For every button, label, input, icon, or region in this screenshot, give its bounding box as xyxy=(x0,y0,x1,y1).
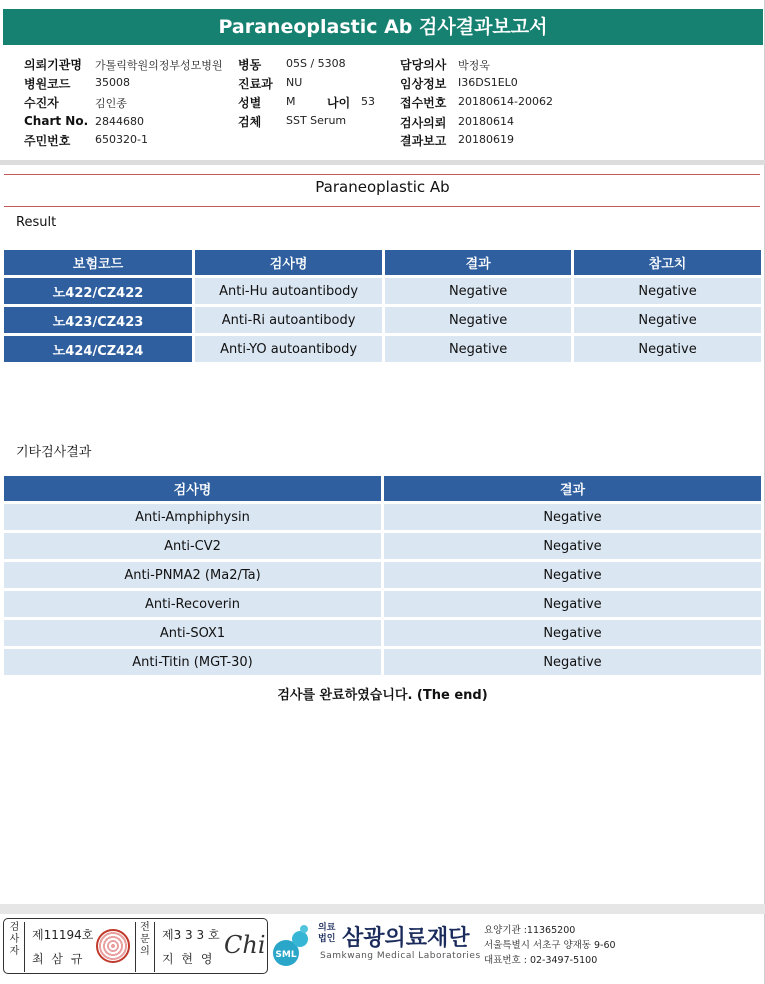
specimen-value: SST Serum xyxy=(286,114,347,127)
org-name: 삼광의료재단 xyxy=(342,926,470,951)
test-result: Negative xyxy=(384,591,761,617)
chart-value: 2844680 xyxy=(95,115,144,128)
table-row xyxy=(4,307,761,333)
official-seal xyxy=(96,929,130,963)
request-label: 검사의뢰 xyxy=(400,116,447,130)
result-header-row xyxy=(4,250,761,275)
ward-label: 병동 xyxy=(238,58,262,72)
report-date-value: 20180619 xyxy=(458,133,514,146)
institution-label: 의뢰기관명 xyxy=(24,58,82,72)
sml-logo-icon xyxy=(272,921,314,969)
reference-value: Negative xyxy=(574,278,761,304)
org-address: 서울특별시 서초구 양재동 9-60 xyxy=(484,940,616,951)
result-label: Result xyxy=(16,215,57,230)
section-title: Paraneoplastic Ab xyxy=(315,178,450,196)
test-name: Anti-Amphiphysin xyxy=(4,504,381,530)
contact-info xyxy=(484,923,616,968)
test-name: Anti-CV2 xyxy=(4,533,381,559)
test-name: Anti-Recoverin xyxy=(4,591,381,617)
insurance-code: 노422/CZ422 xyxy=(4,278,192,304)
request-value: 20180614 xyxy=(458,115,514,128)
header-insurance-code: 보험코드 xyxy=(4,250,192,275)
test-result: Negative xyxy=(385,278,571,304)
table-row xyxy=(4,504,761,530)
test-name: Anti-Titin (MGT-30) xyxy=(4,649,381,675)
other-results-label: 기타검사결과 xyxy=(16,445,92,460)
test-result: Negative xyxy=(385,336,571,362)
header-reference: 참고치 xyxy=(574,250,761,275)
test-name: Anti-Hu autoantibody xyxy=(195,278,382,304)
rrn-value: 650320-1 xyxy=(95,133,148,146)
examiner-label: 검사자 xyxy=(5,922,25,972)
sex-value: M xyxy=(286,95,296,108)
table-row xyxy=(4,620,761,646)
institution-code: 요양기관 :11365200 xyxy=(484,925,576,936)
test-result: Negative xyxy=(384,562,761,588)
doctor-label: 담당의사 xyxy=(400,58,447,72)
sex-label: 성별 xyxy=(238,96,262,110)
institution-value: 가톨릭학원의정부성모병원 xyxy=(95,59,223,72)
table-row xyxy=(4,336,761,362)
other-header-row xyxy=(4,476,761,501)
test-result: Negative xyxy=(384,533,761,559)
hospital-code-label: 병원코드 xyxy=(24,77,71,91)
divider-top xyxy=(4,174,760,175)
header-result: 결과 xyxy=(384,476,761,501)
age-value: 53 xyxy=(361,95,375,108)
test-result: Negative xyxy=(384,620,761,646)
report-title: Paraneoplastic Ab 검사결과보고서 xyxy=(3,9,763,45)
age-label: 나이 xyxy=(327,96,351,110)
patient-value: 김인종 xyxy=(95,97,127,110)
table-row xyxy=(4,562,761,588)
patient-info xyxy=(0,53,765,153)
result-table xyxy=(1,247,764,365)
table-row xyxy=(4,591,761,617)
reference-value: Negative xyxy=(574,336,761,362)
specialist-license-no: 제3 3 3 호 xyxy=(162,928,220,942)
clinical-label: 임상정보 xyxy=(400,77,447,91)
ward-value: 05S / 5308 xyxy=(286,57,346,70)
header-result: 결과 xyxy=(385,250,571,275)
examiner-name: 최 삼 규 xyxy=(32,952,85,966)
divider-bottom xyxy=(4,206,760,207)
receipt-value: 20180614-20062 xyxy=(458,95,553,108)
org-type: 의료법인 xyxy=(318,923,336,944)
other-results-table xyxy=(1,473,764,678)
dept-label: 진료과 xyxy=(238,77,273,91)
clinical-value: I36DS1EL0 xyxy=(458,76,518,89)
doctor-value: 박정욱 xyxy=(458,59,490,72)
insurance-code: 노424/CZ424 xyxy=(4,336,192,362)
patient-label: 수진자 xyxy=(24,96,59,110)
receipt-label: 접수번호 xyxy=(400,96,447,110)
test-name: Anti-YO autoantibody xyxy=(195,336,382,362)
specialist-label: 전문의 xyxy=(135,922,155,972)
logo-text: SML xyxy=(275,950,297,960)
test-result: Negative xyxy=(384,649,761,675)
examiner-license-no: 제11194호 xyxy=(32,928,94,942)
dept-value: NU xyxy=(286,76,303,89)
signature: Chi xyxy=(224,931,266,959)
table-row xyxy=(4,649,761,675)
org-english-name: Samkwang Medical Laboratories xyxy=(320,951,481,961)
test-name: Anti-SOX1 xyxy=(4,620,381,646)
rrn-label: 주민번호 xyxy=(24,134,71,148)
org-phone: 대표번호 : 02-3497-5100 xyxy=(484,955,598,966)
end-of-report-text: 검사를 완료하였습니다. (The end) xyxy=(277,688,488,703)
test-name: Anti-PNMA2 (Ma2/Ta) xyxy=(4,562,381,588)
table-row xyxy=(4,533,761,559)
header-test-name: 검사명 xyxy=(4,476,381,501)
footer-separator xyxy=(0,904,765,914)
reference-value: Negative xyxy=(574,307,761,333)
hospital-code-value: 35008 xyxy=(95,76,130,89)
chart-label: Chart No. xyxy=(24,114,89,128)
specimen-label: 검체 xyxy=(238,115,262,129)
test-result: Negative xyxy=(385,307,571,333)
test-result: Negative xyxy=(384,504,761,530)
table-row xyxy=(4,278,761,304)
test-name: Anti-Ri autoantibody xyxy=(195,307,382,333)
specialist-name: 지 현 영 xyxy=(162,952,215,966)
report-date-label: 결과보고 xyxy=(400,134,447,148)
signature-box xyxy=(3,918,268,974)
header-separator xyxy=(0,160,765,165)
header-test-name: 검사명 xyxy=(195,250,382,275)
insurance-code: 노423/CZ423 xyxy=(4,307,192,333)
